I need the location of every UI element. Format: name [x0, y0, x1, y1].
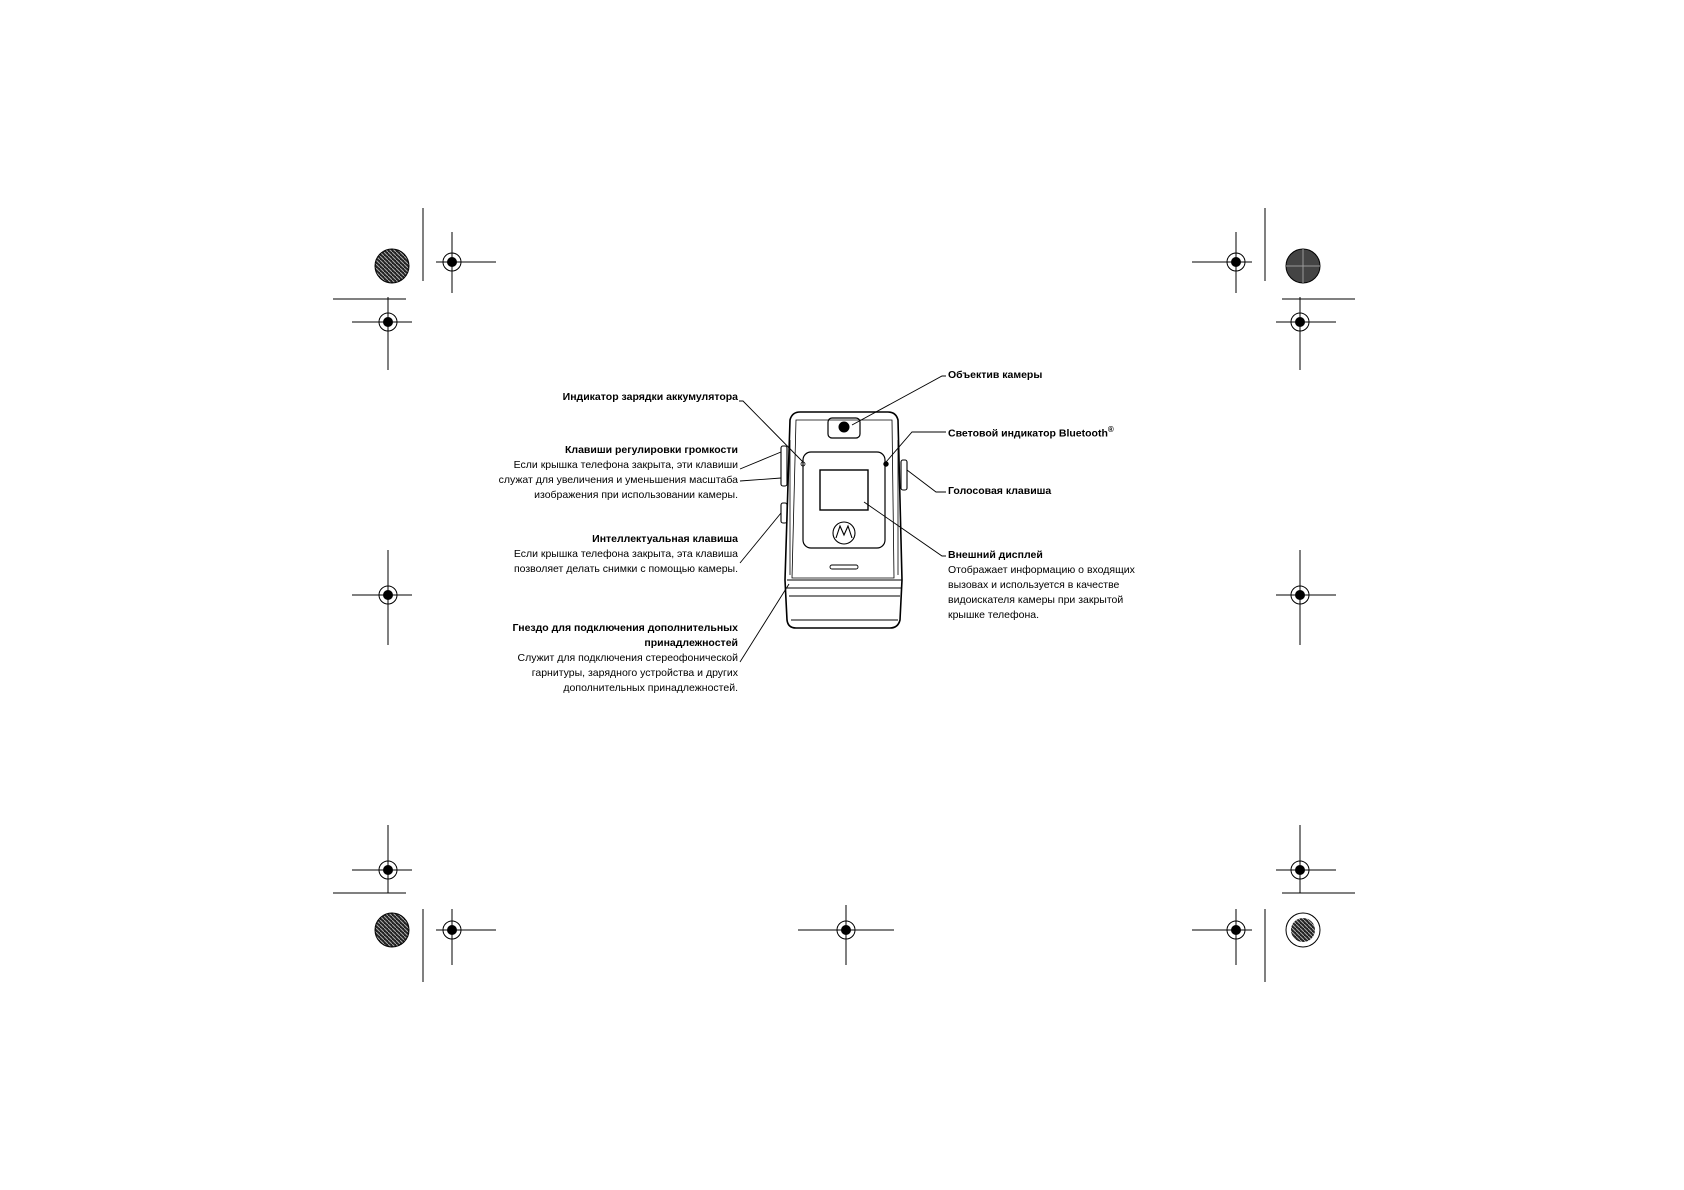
- external-display-desc-1: Отображает информацию о входящих: [948, 564, 1135, 576]
- accessory-port-desc-3: дополнительных принадлежностей.: [563, 682, 738, 694]
- target-mark-7: [352, 825, 412, 893]
- starburst-mark-4: [1286, 913, 1320, 947]
- target-mark-10: [798, 905, 894, 965]
- battery-indicator-title: Индикатор зарядки аккумулятора: [562, 391, 738, 403]
- starburst-mark-3: [375, 913, 409, 947]
- phone-illustration: [781, 412, 907, 628]
- label-voice-key: [948, 484, 1051, 499]
- label-accessory-port: [513, 621, 738, 696]
- volume-keys-shape: [781, 446, 787, 486]
- smart-key-desc-1: Если крышка телефона закрыта, эта клавиша: [513, 548, 738, 560]
- phone-inner-outline: [792, 420, 894, 578]
- target-mark-6: [1276, 550, 1336, 645]
- label-bluetooth-indicator: [948, 422, 1114, 442]
- voice-key-shape: [901, 460, 907, 490]
- label-smart-key: [514, 532, 738, 577]
- target-mark-2: [352, 297, 412, 370]
- leader-volume-2: [740, 478, 781, 481]
- leader-accessory: [740, 584, 789, 662]
- volume-keys-desc-3: изображения при использовании камеры.: [534, 489, 738, 501]
- target-mark-11: [1192, 909, 1252, 965]
- bluetooth-indicator-title: Световой индикатор Bluetooth: [948, 427, 1108, 440]
- external-display-desc-3: видоискателя камеры при закрытой: [948, 594, 1124, 606]
- external-display-desc-2: вызовах и используется в качестве: [948, 579, 1120, 591]
- volume-keys-title: Клавиши регулировки громкости: [565, 444, 738, 456]
- speaker-slot: [830, 565, 858, 569]
- label-battery-indicator: [563, 390, 738, 405]
- starburst-mark-1: [375, 249, 409, 283]
- target-mark-3: [1192, 232, 1252, 293]
- volume-keys-desc-2: служат для увеличения и уменьшения масштаба: [498, 474, 738, 486]
- voice-key-title: Голосовая клавиша: [948, 485, 1052, 497]
- crop-marks: [333, 208, 1355, 982]
- registered-mark: ®: [1107, 425, 1114, 434]
- bluetooth-led-icon: [884, 462, 888, 466]
- accessory-port-title-2: принадлежностей: [644, 637, 738, 649]
- leader-battery: [739, 401, 803, 462]
- label-volume-keys: [499, 443, 738, 503]
- target-mark-5: [352, 550, 412, 645]
- accessory-port-desc-2: гарнитуры, зарядного устройства и других: [531, 667, 738, 679]
- accessory-port-title-1: Гнездо для подключения дополнительных: [512, 622, 738, 634]
- leader-bluetooth: [886, 432, 946, 462]
- camera-lens-title: Объектив камеры: [948, 369, 1043, 381]
- target-mark-1: [436, 232, 496, 293]
- leader-smart: [740, 513, 781, 563]
- external-display-desc-4: крышке телефона.: [948, 609, 1040, 621]
- external-display-title: Внешний дисплей: [948, 549, 1043, 561]
- leader-voice: [907, 470, 946, 492]
- external-display-frame: [803, 452, 885, 548]
- smart-key-title: Интеллектуальная клавиша: [592, 533, 738, 545]
- external-display: [820, 470, 868, 510]
- label-external-display: [948, 548, 1135, 623]
- leader-volume-1: [740, 452, 781, 469]
- leader-lines: [739, 376, 946, 662]
- volume-keys-desc-1: Если крышка телефона закрыта, эти клавиши: [513, 459, 738, 471]
- target-mark-9: [436, 909, 496, 965]
- motorola-logo-icon: [833, 522, 855, 544]
- target-mark-4: [1276, 297, 1336, 370]
- accessory-port-desc-1: Служит для подключения стереофонической: [517, 652, 738, 664]
- camera-lens-icon: [839, 422, 849, 432]
- leader-camera: [852, 376, 946, 425]
- label-camera-lens: [948, 368, 1042, 383]
- target-mark-8: [1276, 825, 1336, 893]
- starburst-mark-2: [1286, 249, 1320, 283]
- smart-key-desc-2: позволяет делать снимки с помощью камеры.: [513, 563, 738, 575]
